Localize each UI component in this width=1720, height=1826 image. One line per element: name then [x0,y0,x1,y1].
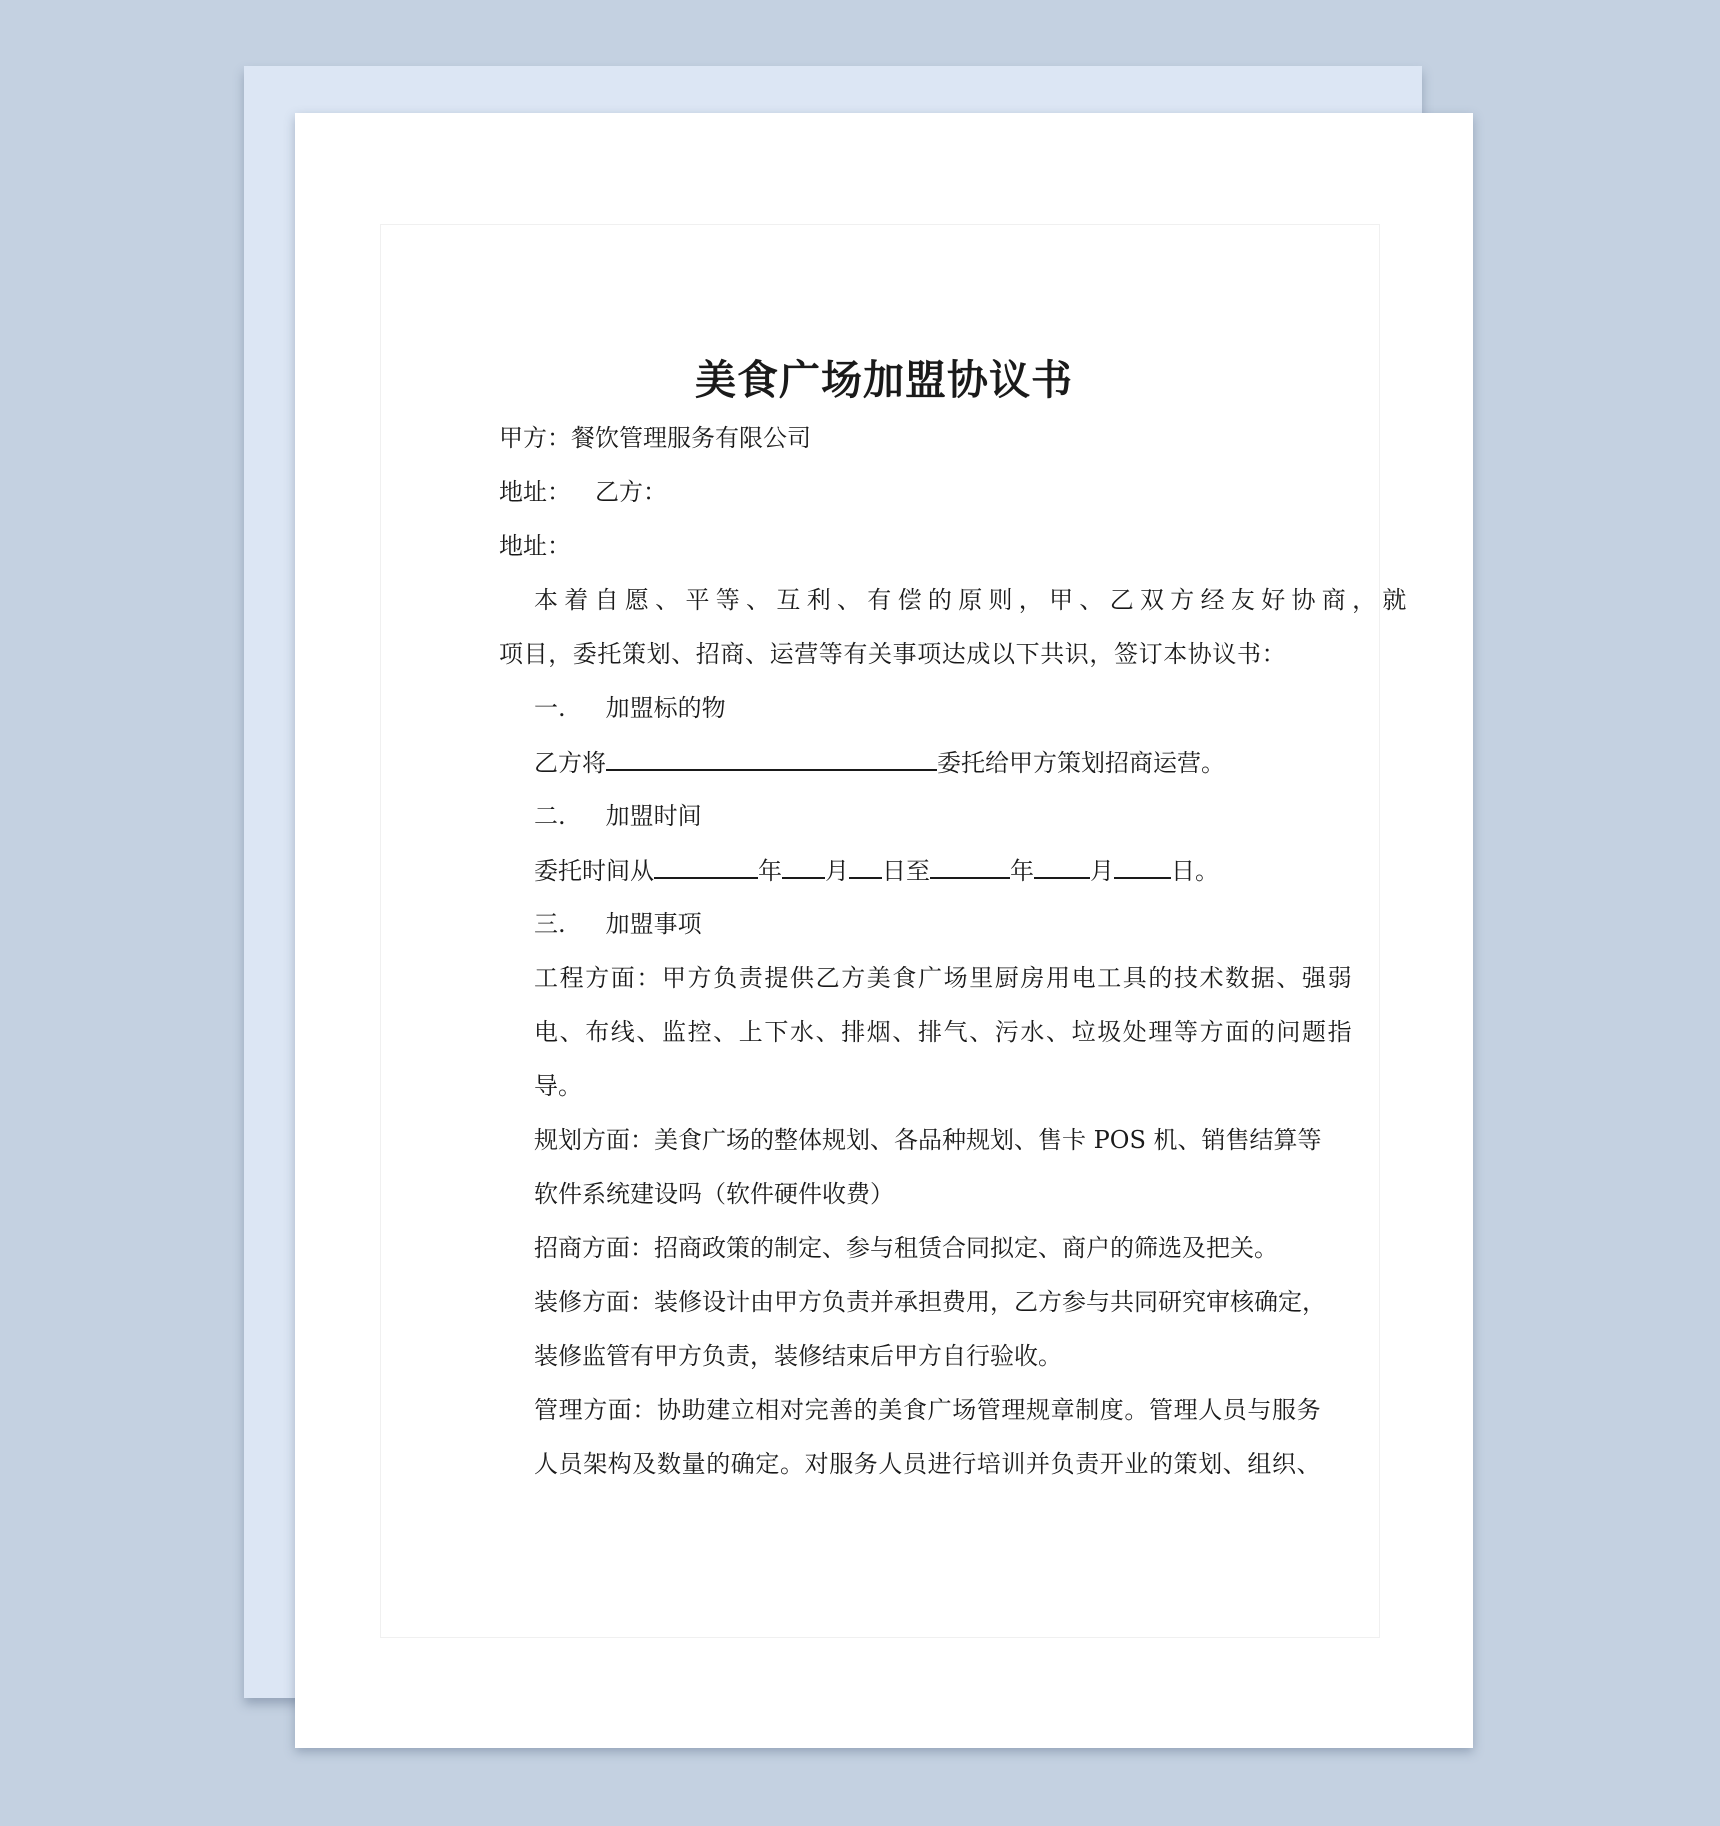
engineering-line-2: 电、布线、监控、上下水、排烟、排气、污水、垃圾处理等方面的问题指 [534,1018,1354,1046]
section-number: 二. [534,802,566,830]
address-line: 地址： [499,532,571,560]
section-1-text-before: 乙方将 [534,749,606,777]
section-1-heading [534,691,726,725]
section-3-heading [534,907,702,941]
section-title: 加盟时间 [605,802,702,830]
decoration-line-2: 装修监管有甲方负责，装修结束后甲方自行验收。 [534,1342,1062,1370]
year-label-2: 年 [1010,857,1034,885]
section-2-text-start: 委托时间从 [534,857,654,885]
year-label-1: 年 [758,857,782,885]
month-label-2: 月 [1090,857,1114,885]
investment-line: 招商方面：招商政策的制定、参与租赁合同拟定、商户的筛选及把关。 [534,1234,1278,1262]
month-label-1: 月 [825,857,849,885]
engineering-line-3: 导。 [534,1072,582,1100]
section-2-heading [534,799,702,833]
blank-line-end-day [1114,853,1171,879]
blank-line-start-day [849,853,882,879]
section-2-text [534,853,1219,888]
party-b-label: 乙方： [595,478,667,506]
section-title: 加盟事项 [605,910,702,938]
management-line-1: 管理方面：协助建立相对完善的美食广场管理规章制度。管理人员与服务 [534,1396,1322,1424]
blank-line-subject [606,745,937,771]
address-party-b-line [499,475,667,509]
planning-line-2: 软件系统建设吗（软件硬件收费） [534,1180,894,1208]
address-label: 地址： [499,478,571,506]
day-end-label: 日。 [1171,857,1219,885]
section-number: 一. [534,694,566,722]
document-title: 美食广场加盟协议书 [695,356,1073,404]
decoration-line-1: 装修方面：装修设计由甲方负责并承担费用，乙方参与共同研究审核确定， [534,1288,1326,1316]
day-to-label: 日至 [882,857,930,885]
blank-line-start-year [654,853,758,879]
blank-line-start-month [782,853,825,879]
engineering-line-1: 工程方面：甲方负责提供乙方美食广场里厨房用电工具的技术数据、强弱 [534,964,1354,992]
section-title: 加盟标的物 [605,694,726,722]
section-1-text-after: 委托给甲方策划招商运营。 [937,749,1225,777]
section-1-text [534,745,1225,780]
document-page [295,113,1473,1748]
section-number: 三. [534,910,566,938]
intro-paragraph-line-2: 项目，委托策划、招商、运营等有关事项达成以下共识，签订本协议书： [499,640,1287,668]
party-a-line: 甲方：餐饮管理服务有限公司 [499,424,811,452]
planning-line-1: 规划方面：美食广场的整体规划、各品种规划、售卡 POS 机、销售结算等 [534,1126,1322,1154]
blank-line-end-year [930,853,1010,879]
blank-line-end-month [1034,853,1090,879]
intro-paragraph-line-1: 本着自愿、平等、互利、有偿的原则，甲、乙双方经友好协商，就 [534,586,1413,614]
management-line-2: 人员架构及数量的确定。对服务人员进行培训并负责开业的策划、组织、 [534,1450,1322,1478]
